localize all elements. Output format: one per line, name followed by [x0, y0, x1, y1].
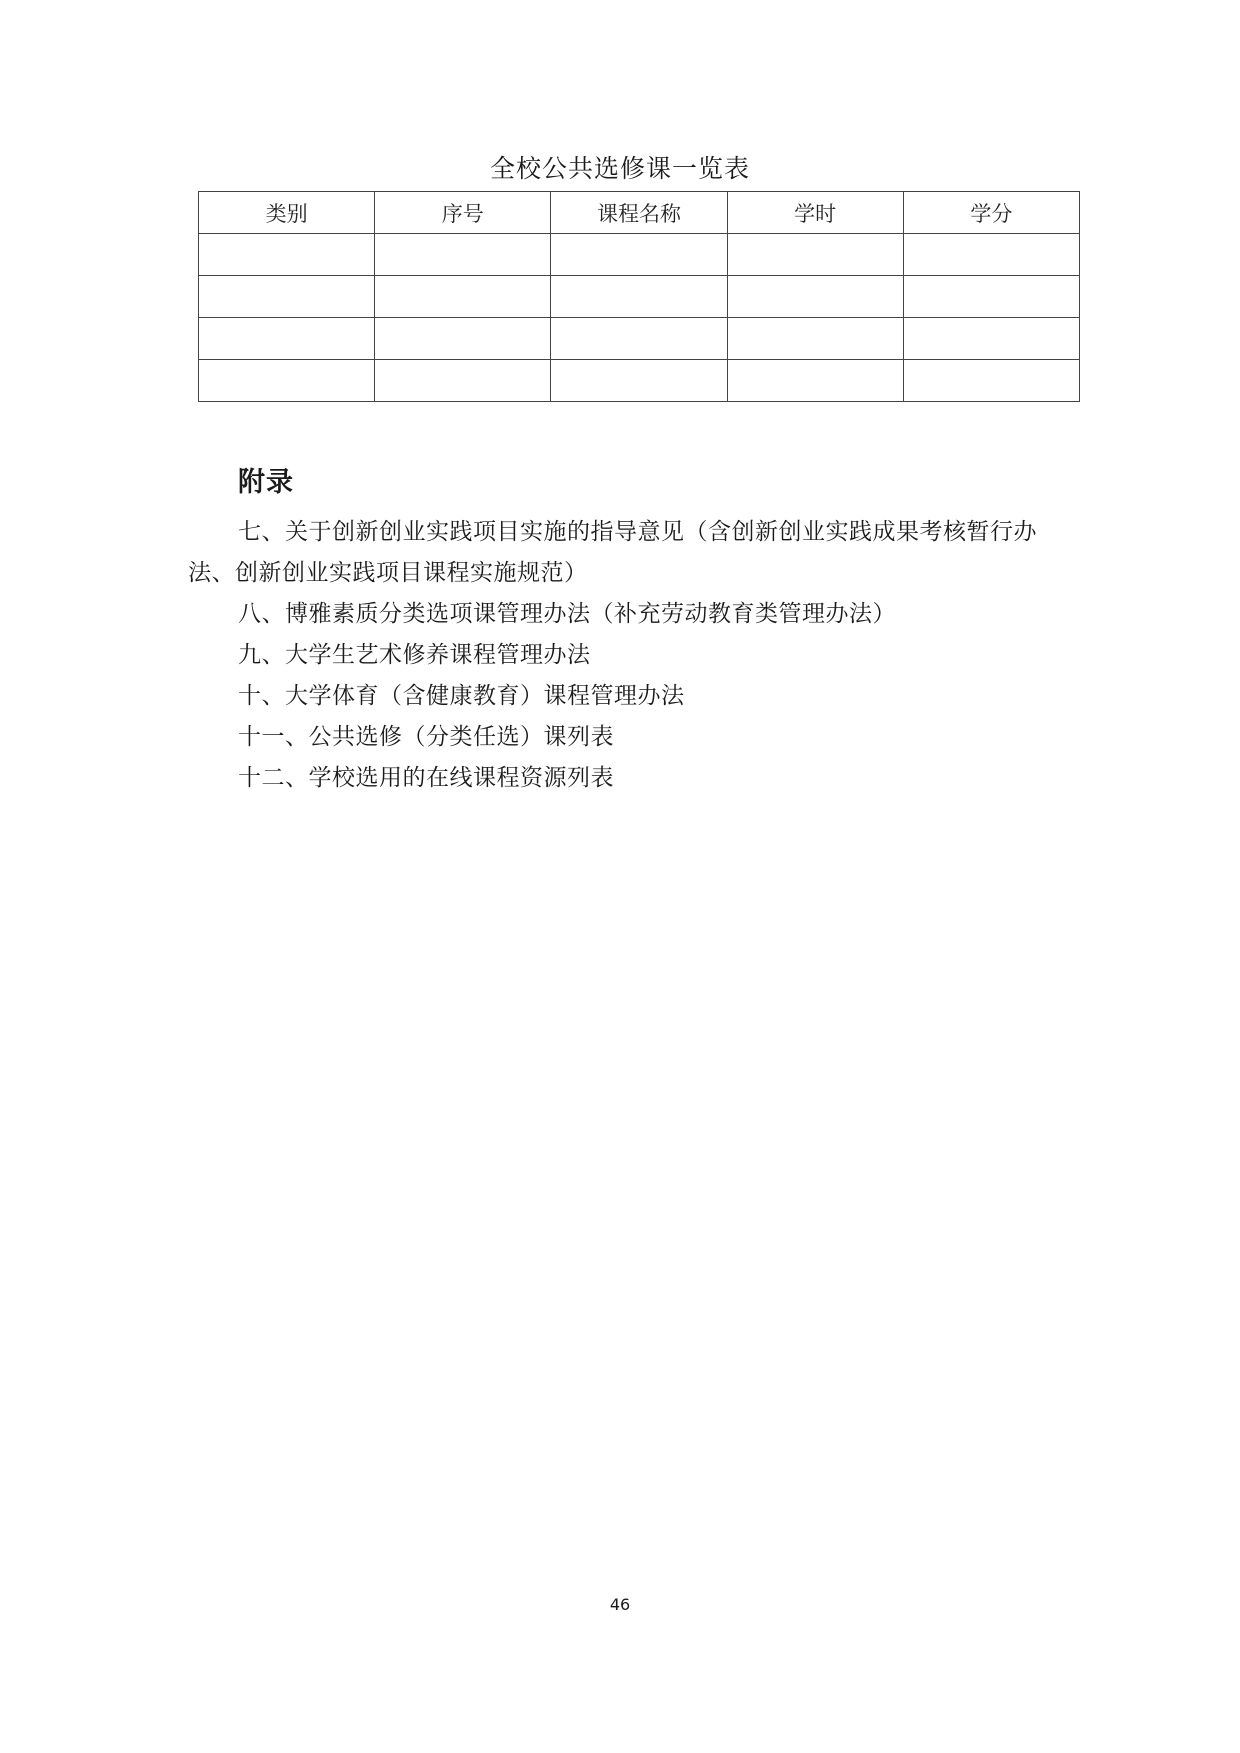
- table-row: [199, 360, 1080, 402]
- page-number: 46: [609, 1595, 631, 1614]
- table-cell: [199, 318, 375, 360]
- appendix-item: 八、博雅素质分类选项课管理办法（补充劳动教育类管理办法）: [238, 601, 896, 627]
- appendix-list: [188, 512, 1058, 799]
- appendix-item: 七、关于创新创业实践项目实施的指导意见（含创新创业实践成果考核暂行办法、创新创业实践项目课程实施规范）: [188, 519, 1037, 586]
- table-cell: [551, 360, 727, 402]
- table-cell: [903, 234, 1079, 276]
- table-title: 全校公共选修课一览表: [489, 154, 750, 183]
- table-cell: [199, 276, 375, 318]
- appendix-item: 九、大学生艺术修养课程管理办法: [238, 642, 591, 668]
- table-row: [199, 234, 1080, 276]
- table-cell: [727, 276, 903, 318]
- header-serial-number: 序号: [375, 192, 551, 234]
- table-cell: [551, 276, 727, 318]
- table-cell: [903, 360, 1079, 402]
- table-cell: [199, 360, 375, 402]
- table-cell: [903, 318, 1079, 360]
- table-row: [199, 276, 1080, 318]
- table-cell: [551, 318, 727, 360]
- course-table: [198, 191, 1080, 402]
- table-cell: [727, 318, 903, 360]
- table-cell: [551, 234, 727, 276]
- table-cell: [375, 318, 551, 360]
- appendix-heading: 附录: [238, 467, 294, 498]
- table-cell: [375, 276, 551, 318]
- table-cell: [903, 276, 1079, 318]
- header-class-hours: 学时: [727, 192, 903, 234]
- appendix-item: 十一、公共选修（分类任选）课列表: [238, 724, 614, 750]
- table-cell: [727, 234, 903, 276]
- header-credits: 学分: [903, 192, 1079, 234]
- table-cell: [375, 360, 551, 402]
- header-course-name: 课程名称: [551, 192, 727, 234]
- table-cell: [199, 234, 375, 276]
- table-header-row: [199, 192, 1080, 234]
- appendix-item: 十、大学体育（含健康教育）课程管理办法: [238, 683, 685, 709]
- table-row: [199, 318, 1080, 360]
- appendix-item: 十二、学校选用的在线课程资源列表: [238, 765, 614, 791]
- header-category: 类别: [199, 192, 375, 234]
- table-cell: [727, 360, 903, 402]
- table-cell: [375, 234, 551, 276]
